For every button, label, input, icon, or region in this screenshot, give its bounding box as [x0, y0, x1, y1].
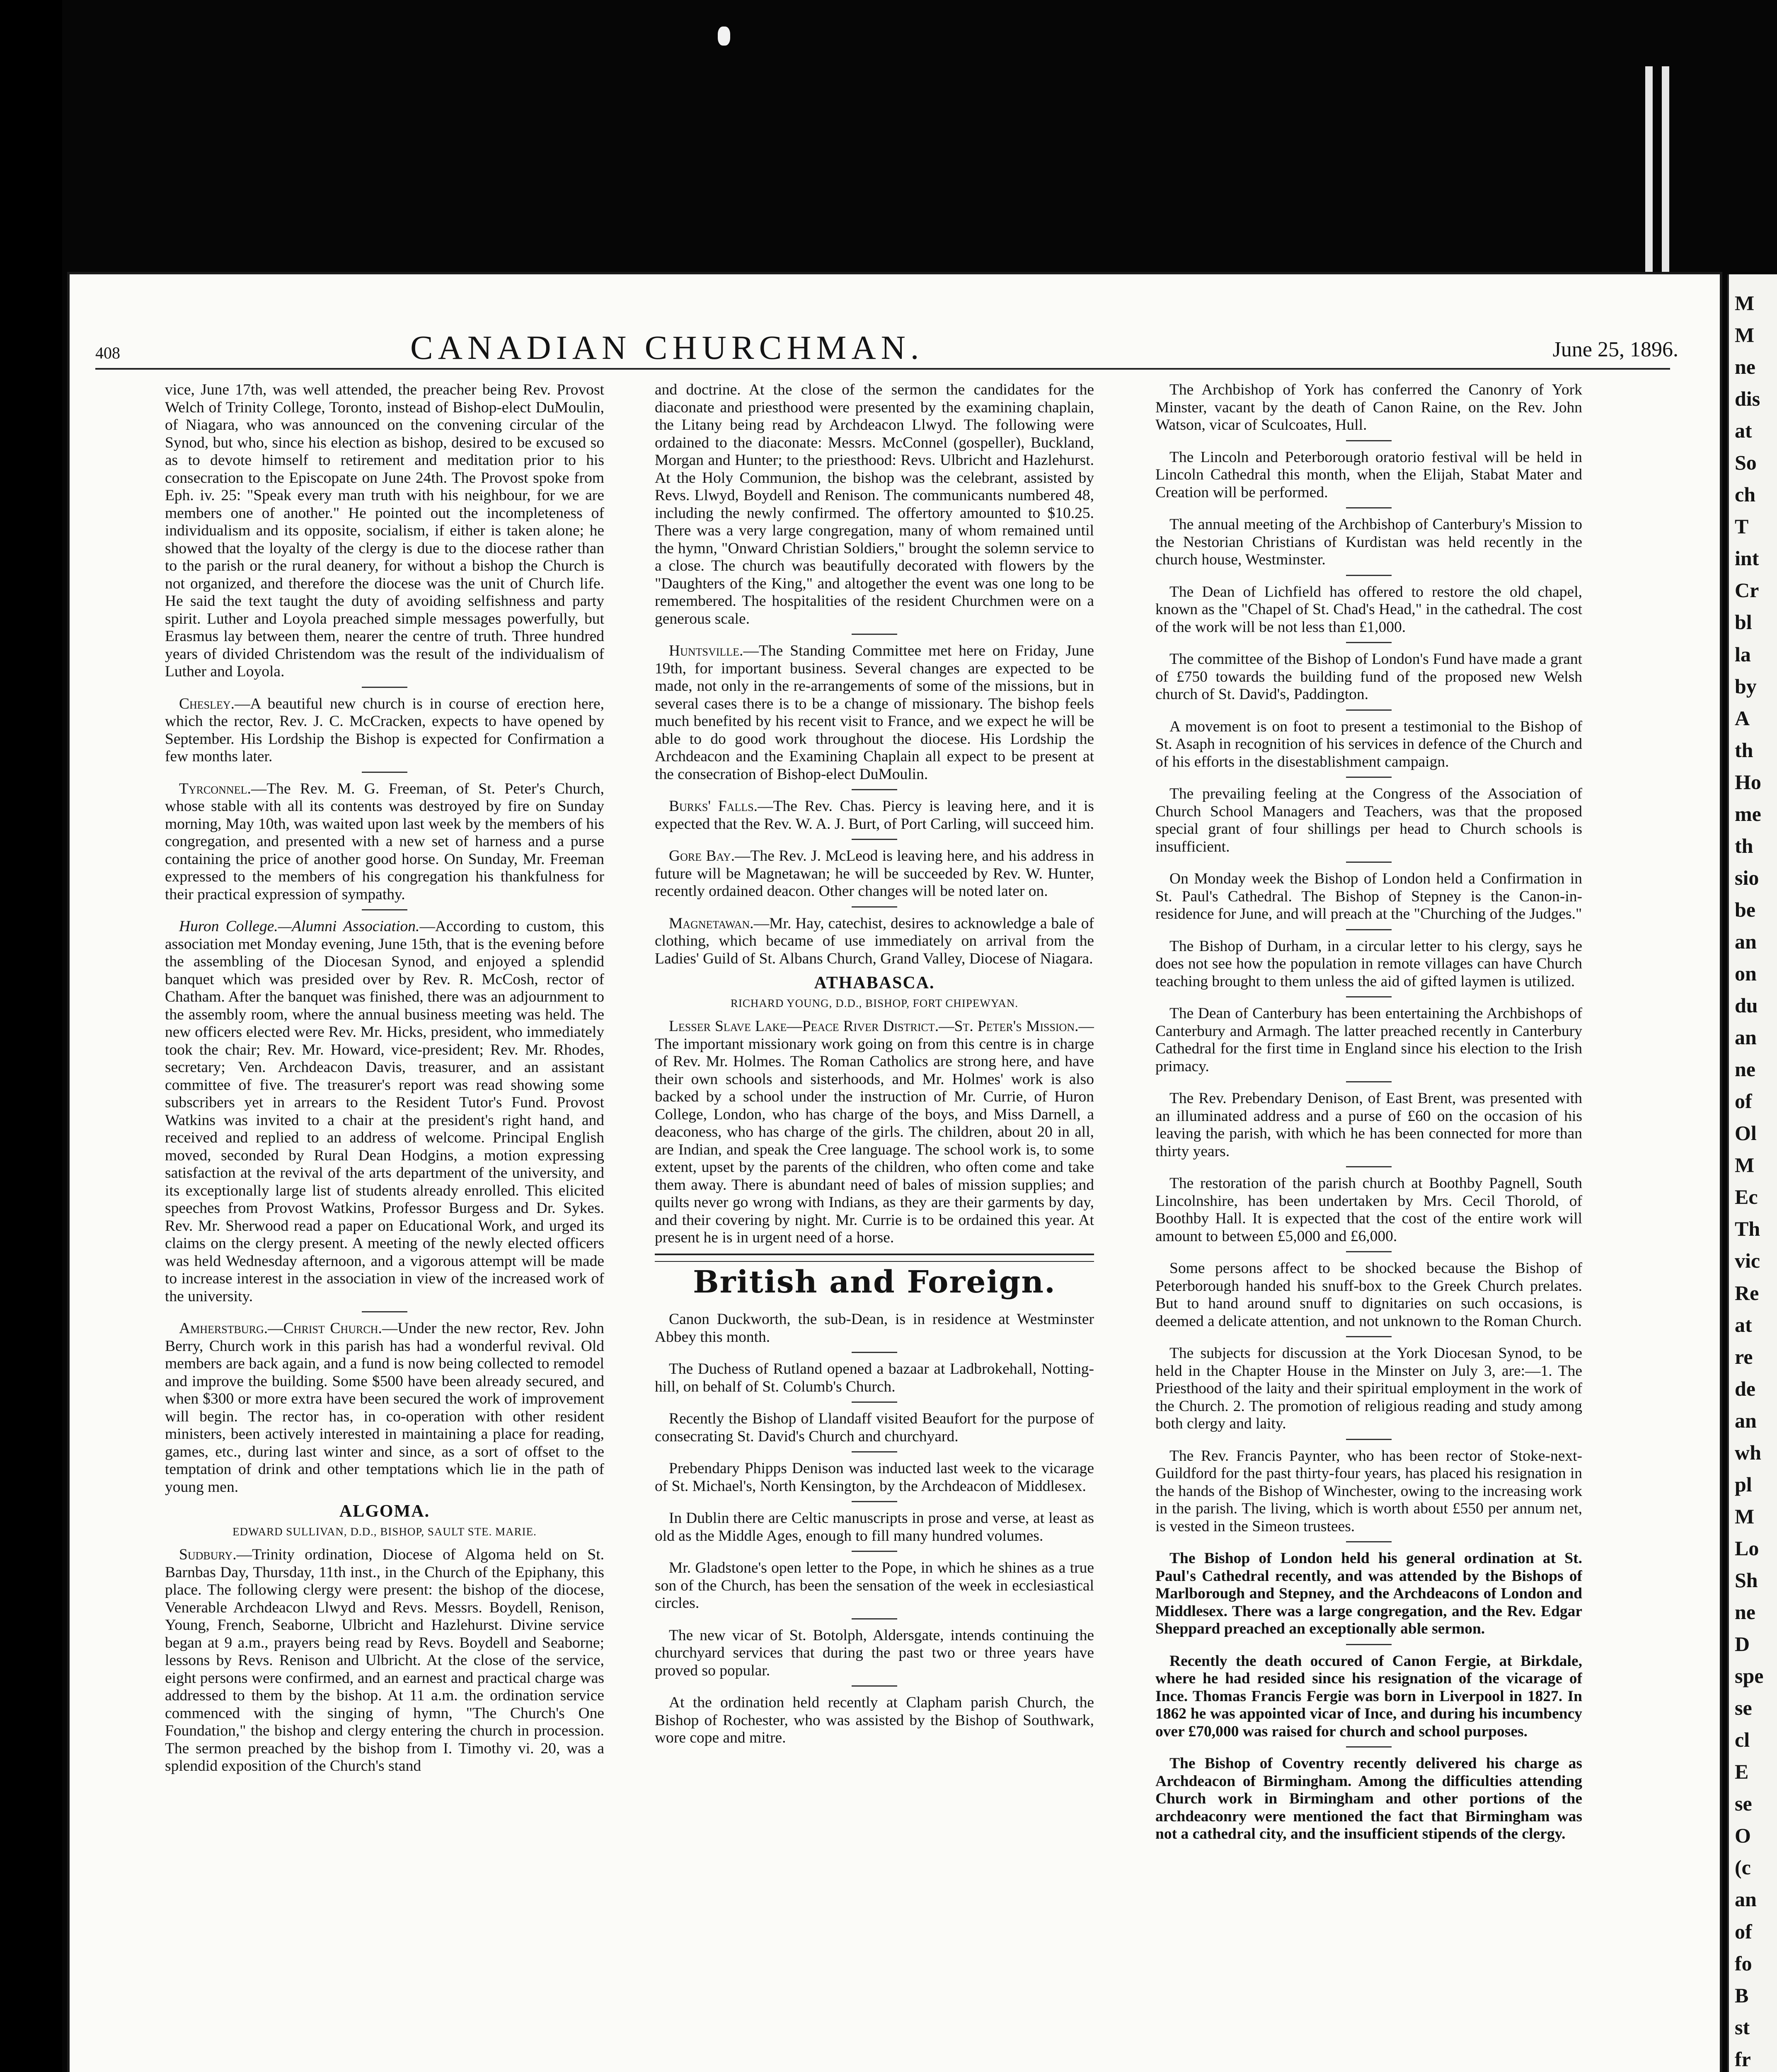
separator — [1346, 1644, 1392, 1645]
next-page-fragment: wh — [1735, 1440, 1761, 1464]
next-page-fragment: an — [1735, 1409, 1757, 1432]
next-page-fragment: ne — [1735, 355, 1755, 379]
article-gore-bay — [655, 847, 1094, 900]
page-number: 408 — [95, 344, 120, 362]
separator — [1346, 642, 1392, 643]
next-page-fragment: So — [1735, 451, 1757, 474]
article-text: —Mr. Hay, catechist, desires to acknowledge a bale of clothing, which became of use immediately on arrival from the Ladies' Guild of St. Albans Church, Grand Valley, Diocese of Niagara. — [655, 915, 1094, 967]
next-page-fragment: la — [1735, 642, 1751, 666]
next-page-fragment: ne — [1735, 1600, 1755, 1624]
next-page-fragment: M — [1735, 291, 1755, 315]
news-item: Recently the Bishop of Llandaff visited Beaufort for the purpose of consecrating St. David's Church and churchyard. — [655, 1410, 1094, 1445]
news-item: The Bishop of Coventry recently delivered his charge as Archdeacon of Birmingham. Among the difficulties attending Church work in Birmingham and other portions of the archdeaconry were mentioned the fact that Birmingham was not a cathedral city, and the insufficient stipends of the clergy. — [1155, 1755, 1582, 1842]
article-chesley — [165, 695, 604, 766]
bishop-line: EDWARD SULLIVAN, D.D., BISHOP, SAULT STE. MARIE. — [232, 1525, 537, 1538]
next-page-fragment: of — [1735, 1920, 1752, 1943]
article-huron-college — [165, 918, 604, 1305]
next-page-fragment: fr — [1735, 2047, 1751, 2071]
news-item: The new vicar of St. Botolph, Aldersgate, intends continuing the churchyard services that during the past two or three years have proved so popular. — [655, 1627, 1094, 1679]
news-item: Recently the death occured of Canon Fergie, at Birkdale, where he had resided since his resignation of the vicarage of Ince. Thomas Francis Fergie was born in Liverpool in 1827. In 1862 he was appointed vicar of Ince, and during his incumbency over £70,000 was raised for church and school purposes. — [1155, 1652, 1582, 1740]
place-heading: Sudbury. — [179, 1546, 237, 1563]
separator — [1346, 440, 1392, 441]
article-text: —A beautiful new church is in course of erection here, which the rector, Rev. J. C. McCracken, expects to have opened by September. His Lordship the Bishop is expected for Confirmation a few months later. — [165, 695, 604, 765]
next-page-fragment: A — [1735, 706, 1750, 730]
next-page-fragment: M — [1735, 1504, 1755, 1528]
column-2 — [655, 381, 1094, 2072]
article-text: —The important missionary work going on from this centre is in charge of Rev. Mr. Holmes. The Roman Catholics are strong here, and have their own schools and sisterhoods, and Mr. Holmes' work is also backed by a school under the instruction of Mr. Currie, of Huron College, London, who has charge of the boys, and Miss Darnell, a deaconess, who has charge of the girls. The children, about 20 in all, are Indian, and speak the Cree language. The school work is, to some extent, upset by the parents of the children, who often come and take them away. There is abundant need of bales of mission supplies; and quilts never go wrong with Indians, as they are their garments by day, and their covering by night. Mr. Currie is to be ordained this year. At present he is in urgent need of a horse. — [655, 1018, 1094, 1246]
next-page-fragment: pl — [1735, 1472, 1752, 1496]
news-item: On Monday week the Bishop of London held a Confirmation in St. Paul's Cathedral. The Bishop of Stepney is the Canon-in-residence for June, and will preach at the "Churching of the Judges." — [1155, 870, 1582, 922]
scan-artifact — [718, 27, 730, 46]
article-text: —The Rev. M. G. Freeman, of St. Peter's Church, whose stable with all its contents was destroyed by fire on Sunday morning, May 10th, was waited upon last week by the members of his congregation, and presented with a new set of harness and a purse containing the price of another good horse. On Sunday, Mr. Freeman expressed to the members of his congregation his thankfulness for their practical expression of sympathy. — [165, 780, 604, 903]
separator — [362, 909, 407, 910]
separator — [852, 789, 897, 790]
article-text: —According to custom, this association met Monday evening, June 15th, that is the evening before the assembling of the Diocesan Synod, and enjoyed a splendid banquet which was presided over by Rev. R. McCosh, rector of Chatham. After the banquet was finished, there was an adjournment to the assembly room, where the annual business meeting was held. The new officers elected were Rev. Mr. Hicks, president, who immediately took the chair; Rev. Mr. Howard, vice-president; Rev. Mr. Rhodes, secretary; Ven. Archdeacon Davis, treasurer, and an assistant committee of five. The treasurer's report was read showing some subscribers yet in arrears to the Resident Tutor's Fund. Provost Watkins was invited to a chair at the president's right hand, and received and replied to an address of welcome. Principal English moved, seconded by Rural Dean Hodgins, a motion expressing satisfaction at the revival of the arts department of the university, and its exceptionally large list of students already enrolled. This elicited speeches from Provost Watkins, Professor Burgess and Dr. Sykes. Rev. Mr. Sherwood read a paper on Educational Work, and urged its claims on the clergy present. A meeting of the newly elected officers was held Wednesday afternoon, and a vigorous attempt will be made to increase interest in the association in view of the increased work of the university. — [165, 918, 604, 1305]
newspaper-page — [70, 274, 1720, 2072]
separator — [1346, 1081, 1392, 1082]
separator — [852, 1618, 897, 1619]
next-page-fragment: Cr — [1735, 579, 1759, 602]
next-page-fragment: B — [1735, 1983, 1749, 2007]
separator — [852, 1352, 897, 1353]
next-page-fragment: at — [1735, 419, 1752, 443]
separator — [852, 839, 897, 840]
next-page-fragment: Ec — [1735, 1185, 1758, 1209]
next-page-fragment: D — [1735, 1632, 1750, 1656]
next-page-fragment: du — [1735, 994, 1758, 1017]
place-heading: Amherstburg.—Christ Church. — [179, 1320, 382, 1337]
next-page-fragment: Lo — [1735, 1536, 1759, 1560]
separator — [362, 1311, 407, 1312]
next-page-fragment: (c — [1735, 1856, 1751, 1879]
next-page-fragment: se — [1735, 1696, 1752, 1720]
article-text: —The Standing Committee met here on Friday, June 19th, for important business. Several changes are expected to be made, not only in the re-arrangements of some of the missions, but in several cases there is to be a change of missionary. The bishop feels much benefited by his recent visit to France, and we expect he will be able to do good work throughout the diocese. His Lordship the Archdeacon and the Examining Chaplain all expect to be present at the consecration of Bishop-elect DuMoulin. — [655, 642, 1094, 783]
news-item: The prevailing feeling at the Congress of the Association of Church School Managers and Teachers, was that the proposed special grant of four shillings per head to Church schools is insufficient. — [1155, 785, 1582, 855]
next-page-fragment: O — [1735, 1824, 1751, 1847]
news-item: The Duchess of Rutland opened a bazaar at Ladbrokehall, Notting-hill, on behalf of St. Columb's Church. — [655, 1360, 1094, 1395]
news-item: In Dublin there are Celtic manuscripts in prose and verse, at least as old as the Middle Ages, enough to fill many hundred volumes. — [655, 1510, 1094, 1544]
next-page-fragment: on — [1735, 962, 1757, 985]
separator — [1346, 575, 1392, 576]
next-page-fragment: se — [1735, 1792, 1752, 1815]
next-page-fragment: M — [1735, 323, 1755, 347]
next-page-fragment: an — [1735, 1026, 1757, 1049]
place-heading: Huntsville. — [669, 642, 743, 659]
column-1 — [165, 381, 604, 2072]
news-item: The subjects for discussion at the York Diocesan Synod, to be held in the Chapter House in the Minster on July 3, are:—1. The Priesthood of the laity and their spiritual employment in the work of the Church. 2. The promotion of religious reading and study among both clergy and laity. — [1155, 1345, 1582, 1432]
next-page-fragment: of — [1735, 1089, 1752, 1113]
article-text: vice, June 17th, was well attended, the preacher being Rev. Provost Welch of Trinity College, Toronto, instead of Bishop-elect DuMoulin, of Niagara, who was announced on the convening circular of the Synod, but who, since his election as bishop, desired to be excused so as to devote himself to retirement and meditation prior to his consecration to the Episcopate on June 24th. The Provost spoke from Eph. iv. 25: "Speak every man truth with his neighbour, for we are members one of another." He pointed out the incompleteness of individualism and its opposite, socialism, if either is taken alone; he showed that the loyalty of the clergy is due to the diocese rather than to the parish or the rural deanery, for without a bishop the Church is not organized, and therefore the diocese was the unit of Church life. He said the text taught the duty of avoiding selfishness and party spirit. Luther and Loyola preached simple messages powerfully, but Erasmus lay between them, nearer the centre of truth. Three hundred years of divided Christendom was the result of the individualism of Luther and Loyola. — [165, 381, 604, 680]
separator — [1346, 1541, 1392, 1542]
next-page-fragment: dis — [1735, 387, 1760, 411]
next-page-fragment: M — [1735, 1153, 1755, 1177]
diocese-heading: ATHABASCA. — [814, 973, 935, 992]
news-item: A movement is on foot to present a testimonial to the Bishop of St. Asaph in recognition of his services in defence of the Church and of his efforts in the disestablishment campaign. — [1155, 718, 1582, 770]
article-huntsville — [655, 642, 1094, 783]
article-burks-falls — [655, 798, 1094, 833]
place-heading: Gore Bay. — [669, 847, 735, 864]
next-page-fragment: spe — [1735, 1664, 1764, 1688]
article-text: —Under the new rector, Rev. John Berry, Church work in this parish has had a wonderful revival. Old members are back again, and a fund is now being collected to remodel and improve the building. Some $500 have been already secured, and when $300 or more extra have been secured the work of improvement will begin. The rector has, in co-operation with other resident ministers, been actively interested in maintaining a place for reading, games, etc., during last winter and since, as a sort of offset to the temptation of drink and other temptations which lie in the path of young men. — [165, 1320, 604, 1496]
next-page-fragment: Re — [1735, 1281, 1759, 1305]
news-item: Prebendary Phipps Denison was inducted last week to the vicarage of St. Michael's, North Kensington, by the Archdeacon of Middlesex. — [655, 1460, 1094, 1495]
separator — [852, 906, 897, 908]
next-page-fragment: sio — [1735, 866, 1759, 889]
next-page-fragment: fo — [1735, 1951, 1752, 1975]
masthead: CANADIAN CHURCHMAN. — [410, 329, 924, 366]
next-page-fragment: Ho — [1735, 770, 1761, 794]
next-page-fragment: th — [1735, 738, 1753, 762]
separator — [1346, 1746, 1392, 1748]
article-text: —The Rev. J. McLeod is leaving here, and his address in future will be Magnetawan; he will be succeeded by Rev. W. Hunter, recently ordained deacon. Other changes will be noted later on. — [655, 847, 1094, 900]
news-item: Canon Duckworth, the sub-Dean, is in residence at Westminster Abbey this month. — [655, 1311, 1094, 1346]
news-item: Mr. Gladstone's open letter to the Pope, in which he shines as a true son of the Church, has been the sensation of the week in ecclesiastical circles. — [655, 1559, 1094, 1612]
separator — [362, 772, 407, 773]
article-magnetawan — [655, 915, 1094, 968]
separator — [852, 634, 897, 635]
news-item: The Rev. Prebendary Denison, of East Brent, was presented with an illuminated address and a purse of £60 on the occasion of his leaving the parish, with which he has been connected for more than thirty years. — [1155, 1090, 1582, 1160]
news-item: At the ordination held recently at Clapham parish Church, the Bishop of Rochester, who was assisted by the Bishop of Southwark, wore cope and mitre. — [655, 1694, 1094, 1746]
adjacent-page-edge — [1727, 274, 1777, 2072]
next-page-fragment: Sh — [1735, 1568, 1758, 1592]
next-page-fragment: vic — [1735, 1249, 1760, 1273]
separator — [1346, 709, 1392, 711]
news-item: The Bishop of Durham, in a circular letter to his clergy, says he does not see how the population in remote villages can have Church teaching brought to them unless the aid of gifted laymen is utilized. — [1155, 937, 1582, 990]
news-item: The Lincoln and Peterborough oratorio festival will be held in Lincoln Cathedral this month, when the Elijah, Stabat Mater and Creation will be performed. — [1155, 448, 1582, 501]
section-rule — [655, 1254, 1094, 1262]
separator — [1346, 929, 1392, 930]
separator — [1346, 507, 1392, 508]
news-item: Some persons affect to be shocked because the Bishop of Peterborough handed his snuff-box to the Greek Church prelates. But to hand around snuff to dignitaries on such occasions, is deemed a delicate attention, and not unknown to the Roman Church. — [1155, 1260, 1582, 1330]
next-page-fragment: T — [1735, 515, 1749, 538]
news-item: The Dean of Lichfield has offered to restore the old chapel, known as the "Chapel of St. Chad's Head," in the cathedral. The cost of the work will be not less than £1,000. — [1155, 583, 1582, 636]
news-item: The annual meeting of the Archbishop of Canterbury's Mission to the Nestorian Christians of Kurdistan was held recently in the church house, Westminster. — [1155, 516, 1582, 568]
scan-border — [0, 0, 62, 2072]
place-heading: Burks' Falls. — [669, 798, 758, 815]
issue-date: June 25, 1896. — [1552, 338, 1678, 361]
news-item: The Rev. Francis Paynter, who has been rector of Stoke-next-Guildford for the past thirty-four years, has placed his resignation in the hands of the Bishop of Winchester, owing to the increasing work in the parish. The living, which is worth about £550 per annum net, is vested in the Simeon trustees. — [1155, 1447, 1582, 1535]
next-page-fragment: re — [1735, 1345, 1753, 1368]
next-page-fragment: be — [1735, 898, 1755, 921]
news-item: The committee of the Bishop of London's Fund have made a grant of £750 towards the building fund of the proposed new Welsh church of St. David's, Paddington. — [1155, 651, 1582, 703]
next-page-fragment: bl — [1735, 610, 1752, 634]
separator — [1346, 996, 1392, 997]
next-page-fragment: de — [1735, 1377, 1755, 1400]
separator — [1346, 1166, 1392, 1167]
separator — [852, 1402, 897, 1403]
column-3 — [1155, 381, 1582, 2072]
header-rule — [95, 368, 1670, 370]
article-sudbury — [165, 1546, 604, 1775]
news-item: The Archbishop of York has conferred the Canonry of York Minster, vacant by the death of Canon Raine, on the Rev. John Watson, vicar of Sculcoates, Hull. — [1155, 381, 1582, 433]
separator — [852, 1501, 897, 1502]
bishop-line: RICHARD YOUNG, D.D., BISHOP, FORT CHIPEWYAN. — [730, 997, 1019, 1009]
separator — [1346, 1336, 1392, 1337]
article-text: —Trinity ordination, Diocese of Algoma held on St. Barnbas Day, Thursday, 11th inst., in the Church of the Epiphany, this place. The following clergy were present: the bishop of the diocese, Venerable Archdeacon Llwyd and Revs. Messrs. Boydell, Renison, Young, French, Seaborne, Ulbricht and Hazlehurst. Divine service began at 9 a.m., prayers being read by Revs. Boydell and Seaborne; lessons by Revs. Renison and Ulbricht. At the close of the service, eight persons were confirmed, and an earnest and practical charge was addressed to them by the bishop. At 11 a.m. the ordination service commenced with the singing of hymn, "The Church's One Foundation," the bishop and clergy entering the church in procession. The sermon preached by the bishop from I. Timothy vi. 20, was a splendid exposition of the Church's stand — [165, 1546, 604, 1774]
article-amherstburg — [165, 1320, 604, 1496]
separator — [852, 1685, 897, 1687]
page-header — [95, 328, 1678, 366]
section-title: British and Foreign. — [693, 1264, 1056, 1300]
separator — [1346, 777, 1392, 778]
news-item: The Dean of Canterbury has been entertaining the Archbishops of Canterbury and Armagh. The latter preached recently in Canterbury Cathedral for the first time in England since his election to the Irish primacy. — [1155, 1005, 1582, 1075]
place-heading: Lesser Slave Lake—Peace River District.—St. Peter's Mission. — [669, 1018, 1079, 1035]
article-lesser-slave-lake — [655, 1018, 1094, 1247]
next-page-fragment: int — [1735, 547, 1759, 570]
separator — [852, 1451, 897, 1452]
next-page-fragment: an — [1735, 1888, 1757, 1911]
diocese-heading: ALGOMA. — [339, 1502, 430, 1521]
news-item: The Bishop of London held his general ordination at St. Paul's Cathedral recently, and was attended by the Bishops of Marlborough and Stepney, and the Archdeacons of London and Middlesex. There was a large congregation, and the Rev. Edgar Sheppard preached an exceptionally able sermon. — [1155, 1550, 1582, 1637]
next-page-fragment: E — [1735, 1760, 1749, 1784]
separator — [1346, 1439, 1392, 1440]
separator — [1346, 862, 1392, 863]
next-page-fragment: st — [1735, 2015, 1750, 2039]
separator — [852, 1551, 897, 1552]
next-page-fragment: th — [1735, 834, 1753, 857]
next-page-fragment: at — [1735, 1313, 1752, 1336]
next-page-fragment: cl — [1735, 1728, 1750, 1752]
place-heading: Magnetawan. — [669, 915, 754, 932]
news-item: The restoration of the parish church at Boothby Pagnell, South Lincolnshire, has been undertaken by Mrs. Cecil Thorold, of Boothby Hall. It is expected that the cost of the entire work will amount to between £5,000 and £6,000. — [1155, 1175, 1582, 1245]
next-page-fragment: me — [1735, 802, 1761, 825]
next-page-fragment: Th — [1735, 1217, 1760, 1241]
separator — [1346, 1251, 1392, 1252]
next-page-fragment: ne — [1735, 1058, 1755, 1081]
next-page-fragment: an — [1735, 929, 1757, 953]
article-tyrconnel — [165, 780, 604, 904]
separator — [362, 687, 407, 688]
place-heading: Tyrconnel. — [179, 780, 251, 797]
next-page-fragment: Ol — [1735, 1121, 1757, 1145]
article-text: —The Rev. Chas. Piercy is leaving here, and it is expected that the Rev. W. A. J. Burt, of Port Carling, will succeed him. — [655, 798, 1094, 833]
place-heading: Huron College.—Alumni Association. — [179, 918, 420, 935]
next-page-fragment: ch — [1735, 483, 1755, 506]
place-heading: Chesley. — [179, 695, 235, 712]
article-text: and doctrine. At the close of the sermon the candidates for the diaconate and priesthood were presented by the examining chaplain, the Litany being read by Archdeacon Llwyd. The following were ordained to the diaconate: Messrs. McConnel (gospeller), Buckland, Morgan and Hunter; to the priesthood: Revs. Ulbricht and Hazlehurst. At the Holy Communion, the bishop was the celebrant, assisted by Revs. Llwyd, Boydell and Renison. The communicants numbered 48, including the newly confirmed. The offertory amounted to $10.25. There was a very large congregation, many of whom remained until the hymn, "Onward Christian Soldiers," brought the solemn service to a close. The church was beautifully decorated with flowers by the "Daughters of the King," and altogether the event was one long to be remembered. The hospitalities of the resident Churchmen were on a generous scale. — [655, 381, 1094, 627]
next-page-fragment: by — [1735, 674, 1757, 698]
